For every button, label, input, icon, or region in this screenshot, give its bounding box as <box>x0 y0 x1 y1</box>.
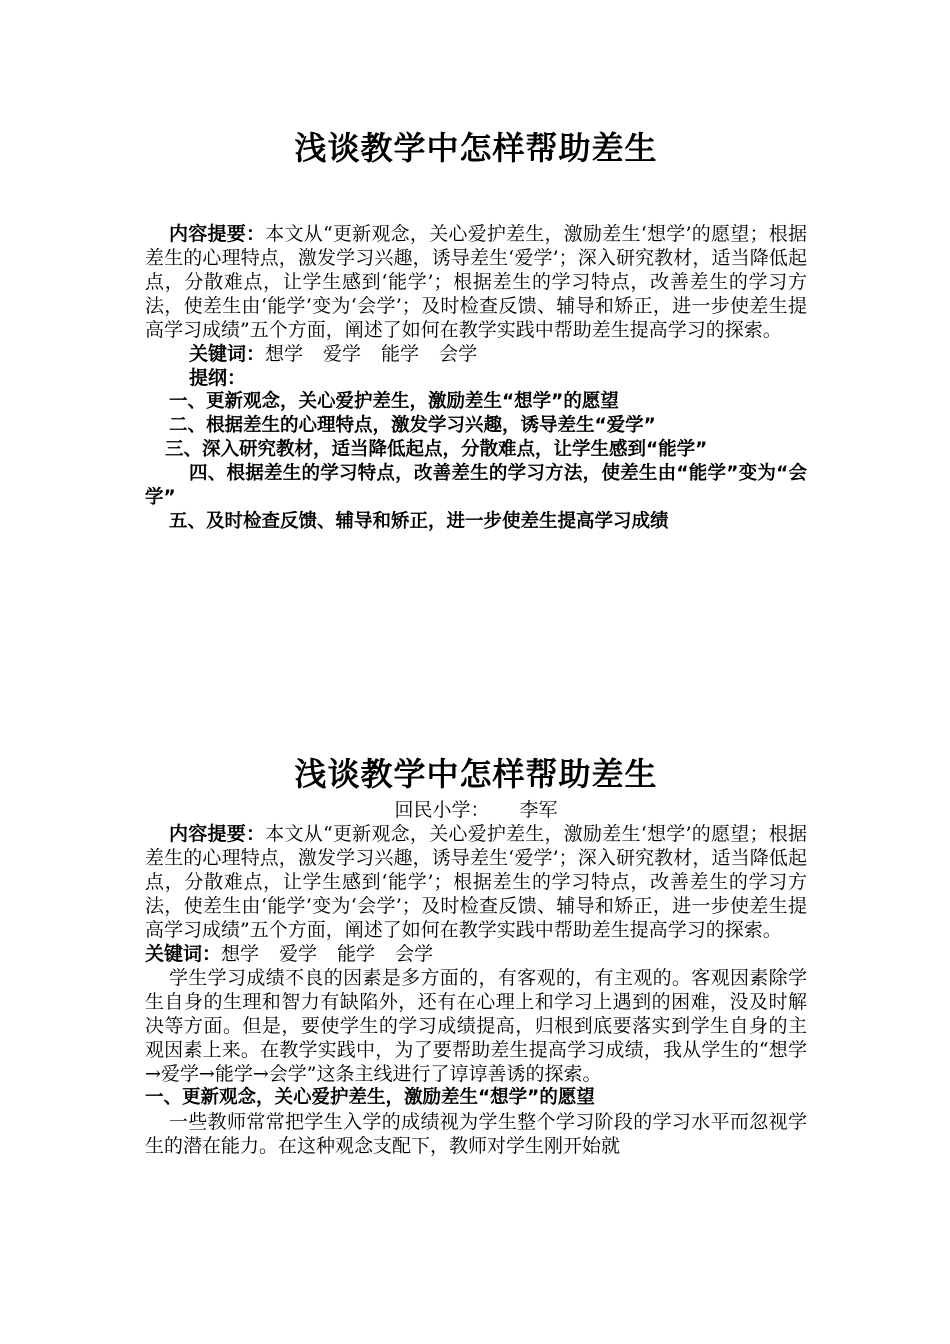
section-heading: 一、更新观念，关心爱护差生，激励差生“想学”的愿望 <box>145 1087 595 1108</box>
body-paragraph: 一些教师常常把学生入学的成绩视为学生整个学习阶段的学习水平而忽视学生的潜在能力。在这种观念支配下，教师对学生刚开始就 <box>145 1111 807 1157</box>
abstract-paragraph <box>145 222 807 342</box>
abstract-text: 本文从“更新观念，关心爱护差生，激励差生‘想学’的愿望；根据差生的心理特点，激发学习兴趣，诱导差生‘爱学’；深入研究教材，适当降低起点，分散难点，让学生感到‘能学’；根据差生的学习特点，改善差生的学习方法，使差生由‘能学’变为‘会学’；及时检查反馈、辅导和矫正，进一步使差生提高学习成绩”五个方面，阐述了如何在教学实践中帮助差生提高学习的探索。 <box>145 823 807 941</box>
outline-item: 四、根据差生的学习特点，改善差生的学习方法，使差生由“能学”变为“会学” <box>145 463 807 508</box>
author-name: 李军 <box>519 799 558 821</box>
keyword: 能学 <box>381 343 420 365</box>
document-page-1 <box>145 124 807 534</box>
outline-item: 五、及时检查反馈、辅导和矫正，进一步使差生提高学习成绩 <box>169 511 669 532</box>
abstract-label: 内容提要： <box>169 223 266 245</box>
page-title: 浅谈教学中怎样帮助差生 <box>294 129 658 167</box>
keyword: 爱学 <box>323 343 362 365</box>
abstract-label: 内容提要： <box>169 823 266 845</box>
keywords-label: 关键词： <box>145 943 222 965</box>
abstract-paragraph <box>145 822 807 942</box>
author-line <box>145 798 807 822</box>
keywords-line <box>145 342 807 366</box>
outline-item: 三、深入研究教材，适当降低起点，分散难点，让学生感到“能学” <box>165 439 708 460</box>
page-title: 浅谈教学中怎样帮助差生 <box>294 755 658 793</box>
abstract-text: 本文从“更新观念，关心爱护差生，激励差生‘想学’的愿望；根据差生的心理特点，激发学习兴趣，诱导差生‘爱学’；深入研究教材，适当降低起点，分散难点，让学生感到‘能学’；根据差生的学习特点，改善差生的学习方法，使差生由‘能学’变为‘会学’；及时检查反馈、辅导和矫正，进一步使差生提高学习成绩”五个方面，阐述了如何在教学实践中帮助差生提高学习的探索。 <box>145 223 807 341</box>
keyword: 会学 <box>439 343 478 365</box>
outline-item: 二、根据差生的心理特点，激发学习兴趣，诱导差生“爱学” <box>169 415 656 436</box>
keyword: 会学 <box>395 943 434 965</box>
keyword: 爱学 <box>279 943 318 965</box>
keyword: 想学 <box>221 943 260 965</box>
document-page-2 <box>145 750 807 1158</box>
keywords-line <box>145 942 807 966</box>
outline-label: 提纲： <box>189 367 247 389</box>
keyword: 能学 <box>337 943 376 965</box>
school-name: 回民小学： <box>394 799 490 821</box>
keywords-label: 关键词： <box>189 343 266 365</box>
outline-item: 一、更新观念，关心爱护差生，激励差生“想学”的愿望 <box>169 391 619 412</box>
intro-paragraph: 学生学习成绩不良的因素是多方面的，有客观的，有主观的。客观因素除学生自身的生理和智力有缺陷外，还有在心理上和学习上遇到的困难，没及时解决等方面。但是，要使学生的学习成绩提高，归根到底要落实到学生自身的主观因素上来。在教学实践中，为了要帮助差生提高学习成绩，我从学生的“想学→爱学→能学→会学”这条主线进行了谆谆善诱的探索。 <box>145 967 807 1085</box>
keyword: 想学 <box>265 343 304 365</box>
